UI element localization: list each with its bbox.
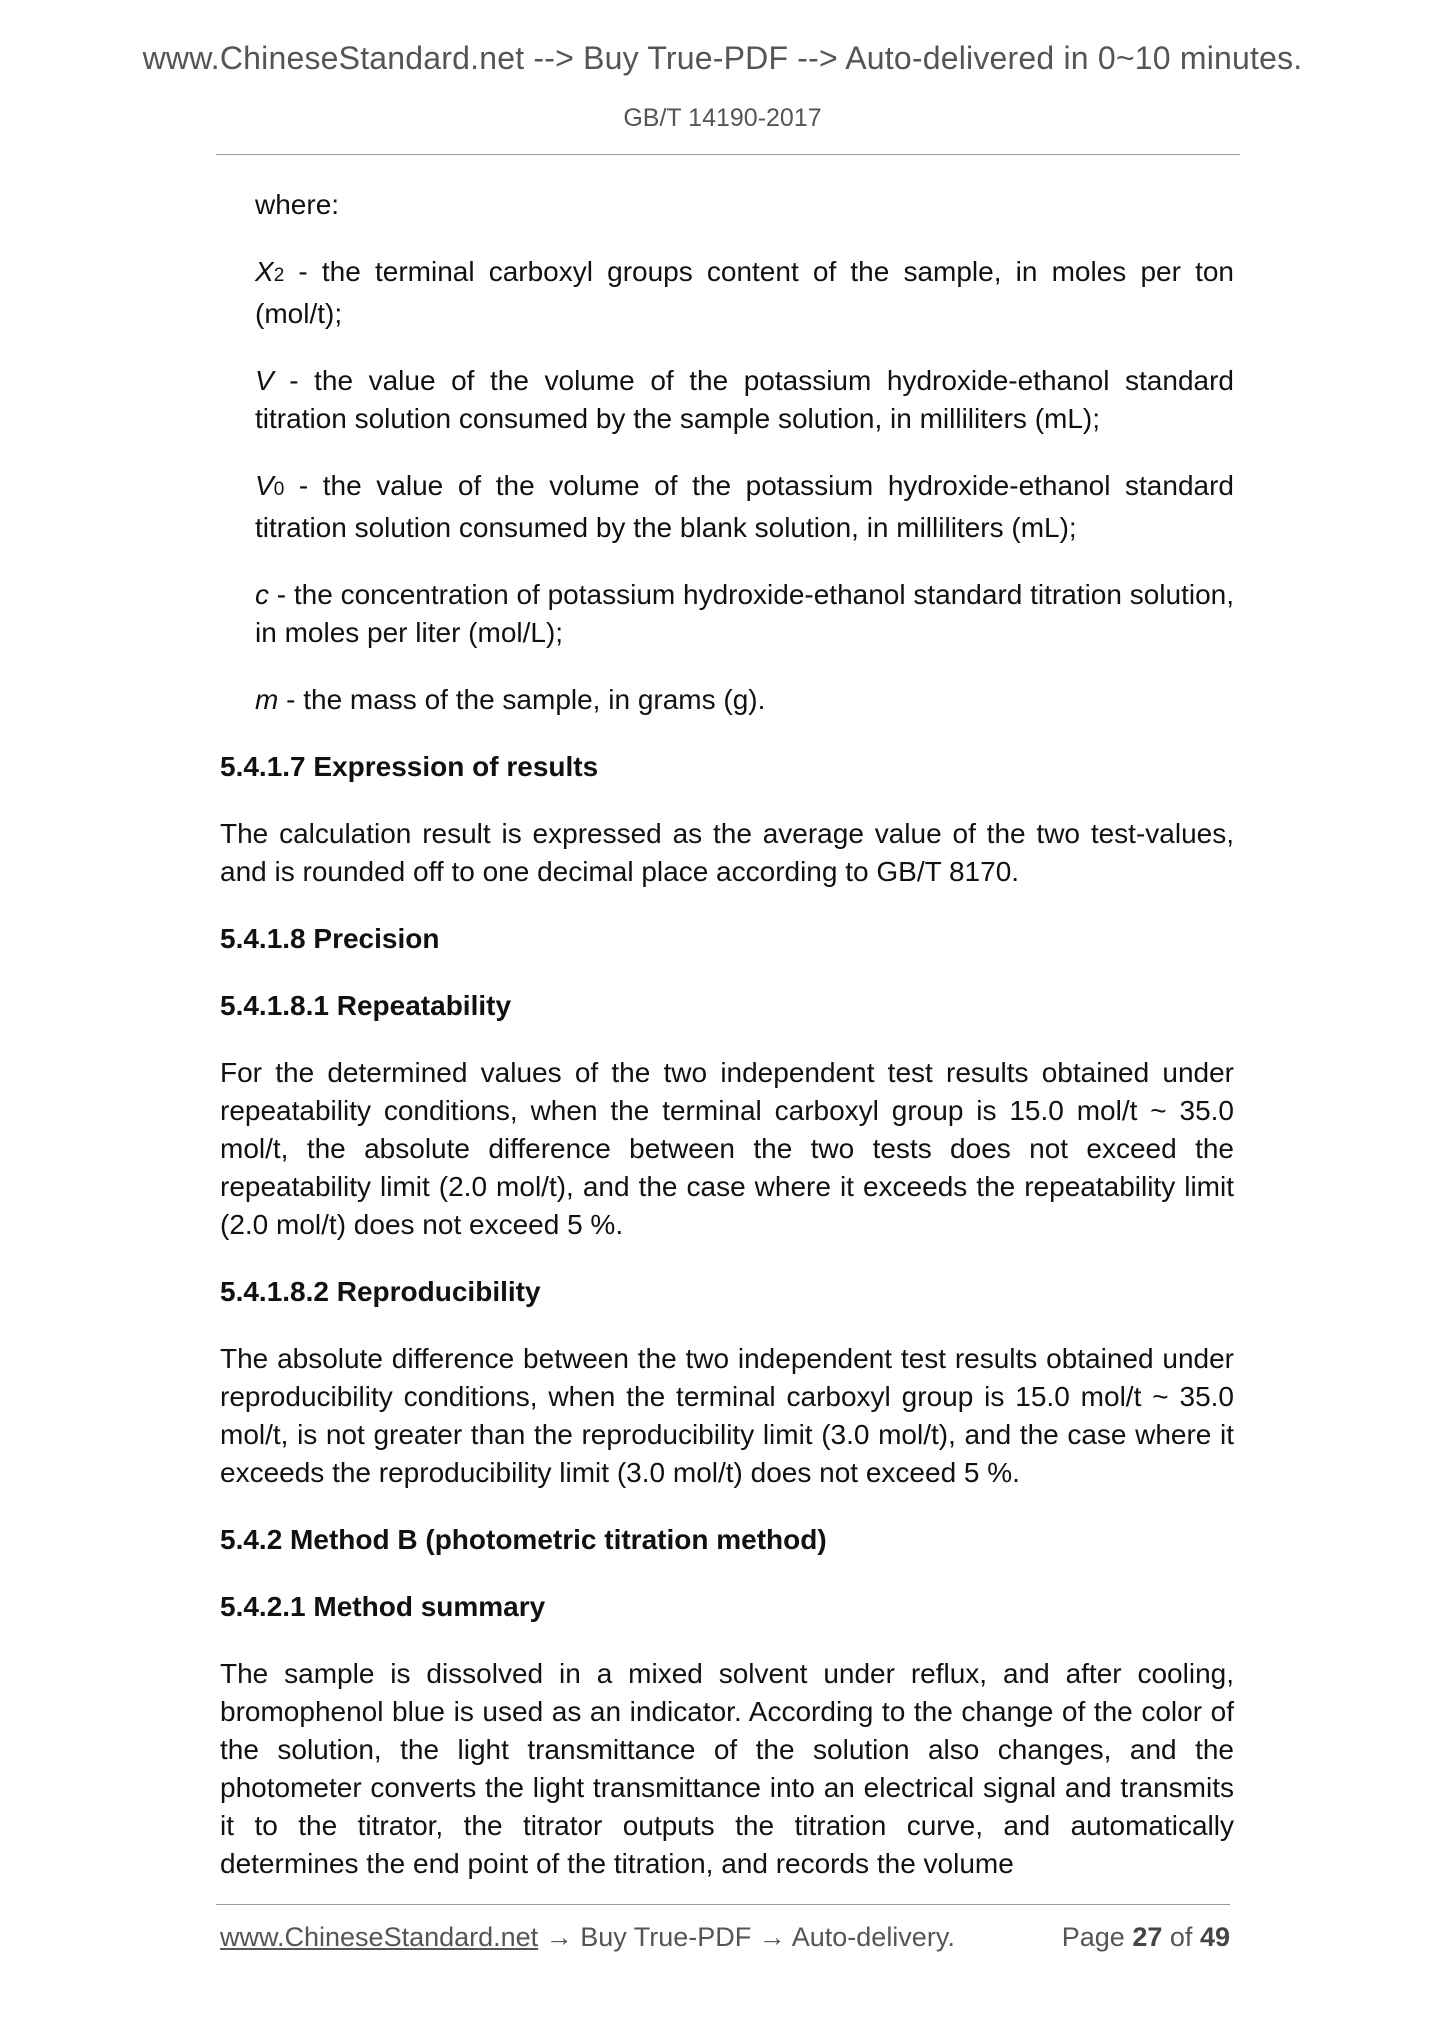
page-number — [1062, 1922, 1230, 1953]
definition-symbol: X — [255, 256, 274, 287]
definition-text: - the terminal carboxyl groups content of the sample, in moles per ton (mol/t); — [255, 256, 1234, 329]
definition-v — [220, 362, 1234, 438]
heading-5-4-1-7: 5.4.1.7 Expression of results — [220, 751, 599, 782]
definition-text: - the mass of the sample, in grams (g). — [278, 684, 766, 715]
definition-text: - the concentration of potassium hydroxide-ethanol standard titration solution, in moles per liter (mol/L); — [255, 579, 1235, 648]
page-of-label: of — [1169, 1922, 1193, 1952]
footer-site-link[interactable]: www.ChineseStandard.net — [220, 1922, 539, 1952]
footer-promo — [220, 1922, 955, 1953]
definition-text: - the value of the volume of the potassium hydroxide-ethanol standard titration solution consumed by the sample solution, in milliliters (mL); — [255, 365, 1234, 434]
header-banner: www.ChineseStandard.net --> Buy True-PDF --> Auto-delivered in 0~10 minutes. — [142, 40, 1303, 76]
paragraph-5-4-2-1: The sample is dissolved in a mixed solvent under reflux, and after cooling, bromophenol blue is used as an indicator. According to the change of the color of the solution, the light transmittance of the solution also changes, and the photometer converts the light transmittance into an electrical signal and transmits it to the titrator, the titrator outputs the titration curve, and automatically determines the end point of the titration, and records the volume — [220, 1658, 1234, 1879]
footer-divider — [216, 1904, 1230, 1905]
page-content — [220, 186, 1234, 1912]
heading-5-4-2: 5.4.2 Method B (photometric titration method) — [220, 1524, 827, 1555]
definition-x2 — [220, 253, 1234, 333]
where-label: where: — [255, 189, 340, 220]
header-divider — [216, 154, 1240, 155]
heading-5-4-1-8-2: 5.4.1.8.2 Reproducibility — [220, 1276, 541, 1307]
document-id: GB/T 14190-2017 — [623, 104, 822, 132]
definition-symbol: V — [255, 470, 274, 501]
heading-5-4-1-8: 5.4.1.8 Precision — [220, 923, 440, 954]
footer-promo-text: → Buy True-PDF → Auto-delivery. — [538, 1922, 955, 1952]
definition-v0 — [220, 467, 1234, 547]
paragraph-5-4-1-8-2: The absolute difference between the two independent test results obtained under reproducibility conditions, when the terminal carboxyl group is 15.0 mol/t ~ 35.0 mol/t, is not greater than the reproducibility limit (3.0 mol/t), and the case where it exceeds the reproducibility limit (3.0 mol/t) does not exceed 5 %. — [220, 1343, 1234, 1488]
paragraph-5-4-1-8-1: For the determined values of the two independent test results obtained under repeatability conditions, when the terminal carboxyl group is 15.0 mol/t ~ 35.0 mol/t, the absolute difference between the two tests does not exceed the repeatability limit (2.0 mol/t), and the case where it exceeds the repeatability limit (2.0 mol/t) does not exceed 5 %. — [220, 1057, 1234, 1240]
definition-c — [220, 576, 1234, 652]
heading-5-4-1-8-1: 5.4.1.8.1 Repeatability — [220, 990, 512, 1021]
page-current: 27 — [1132, 1922, 1163, 1952]
page-total: 49 — [1199, 1922, 1230, 1952]
definition-symbol: c — [255, 579, 269, 610]
definition-symbol: V — [255, 365, 274, 396]
page-label: Page — [1061, 1922, 1125, 1952]
definition-m — [220, 681, 1234, 719]
definition-subscript: 2 — [273, 265, 285, 286]
definition-text: - the value of the volume of the potassium hydroxide-ethanol standard titration solution consumed by the blank solution, in milliliters (mL); — [255, 470, 1234, 543]
paragraph-5-4-1-7: The calculation result is expressed as the average value of the two test-values, and is rounded off to one decimal place according to GB/T 8170. — [220, 818, 1234, 887]
heading-5-4-2-1: 5.4.2.1 Method summary — [220, 1591, 546, 1622]
page-footer — [220, 1922, 1230, 1962]
definition-symbol: m — [255, 684, 279, 715]
definition-subscript: 0 — [273, 479, 285, 500]
